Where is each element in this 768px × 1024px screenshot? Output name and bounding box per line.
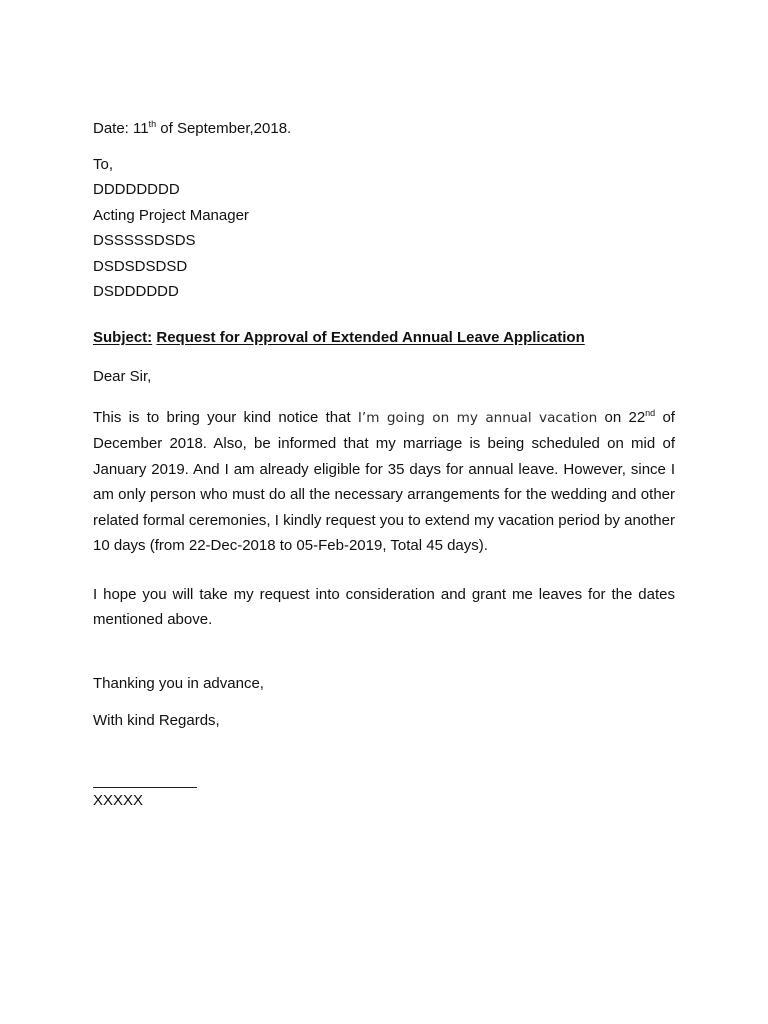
greeting: Dear Sir, — [93, 368, 152, 385]
closing-thanks: Thanking you in advance, — [93, 675, 264, 692]
letter-date — [93, 120, 291, 138]
para1-superscript: nd — [645, 408, 656, 418]
para1-part1: This is to bring your kind notice that — [93, 409, 358, 426]
signature-line — [93, 787, 197, 788]
recipient-address-line-2: DSDSDSDSD — [93, 257, 188, 275]
recipient-name: DDDDDDDD — [93, 181, 180, 199]
recipient-to: To, — [93, 156, 114, 173]
body-paragraph-2: I hope you will take my request into consideration and grant me leaves for the dates mentioned above. — [93, 586, 675, 629]
para1-part2: on 22 — [597, 409, 646, 426]
subject-line — [93, 329, 585, 347]
recipient-title: Acting Project Manager — [93, 206, 249, 224]
signature-name: XXXXX — [93, 792, 144, 809]
closing-regards: With kind Regards, — [93, 712, 220, 729]
body-paragraph-1 — [93, 405, 675, 558]
date-suffix: of September,2018. — [156, 120, 292, 137]
date-superscript: th — [148, 119, 157, 129]
recipient-address-line-1: DSSSSSDSDS — [93, 232, 196, 250]
para1-vacation-phrase: I’m going on my annual vacation — [357, 410, 598, 426]
subject-label: Subject: — [93, 329, 153, 346]
recipient-address-line-3: DSDDDDDD — [93, 282, 179, 300]
subject-text: Request for Approval of Extended Annual Leave Application — [156, 329, 585, 346]
para1-part3: of December 2018. Also, be informed that my marriage is being scheduled on mid of January 2019. And I am already eligible for 35 days for annual leave. However, since I am only person who must do all the necessary arrangements for the wedding and other related formal ceremonies, I kindly request you to extend my vacation period by another 10 days (from 22-Dec-2018 to 05-Feb-2019, Total 45 days). — [93, 409, 675, 555]
date-prefix: Date: 11 — [93, 120, 149, 137]
recipient-address — [93, 156, 493, 308]
